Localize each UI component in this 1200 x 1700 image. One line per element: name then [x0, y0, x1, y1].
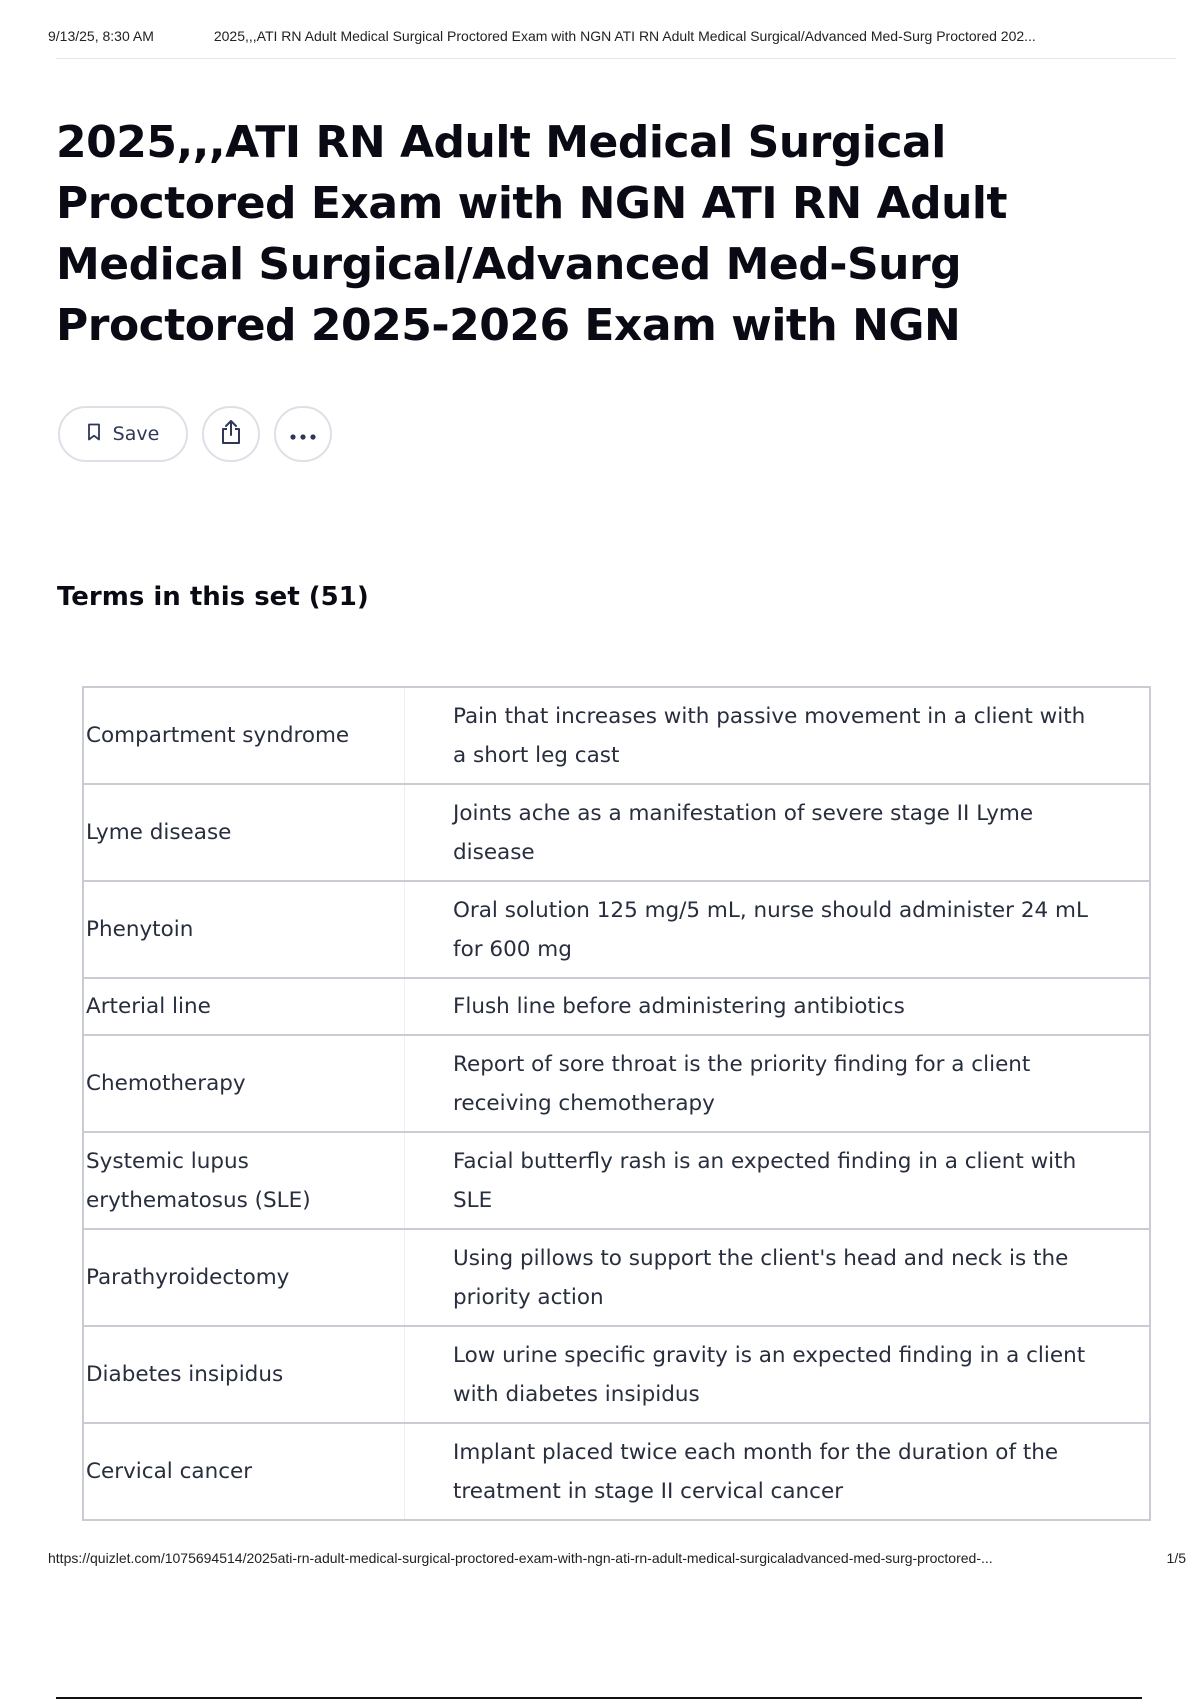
header-divider [56, 58, 1176, 59]
share-button[interactable] [202, 406, 260, 462]
save-button-label: Save [112, 423, 160, 445]
table-row [83, 784, 1150, 881]
definition-cell: Joints ache as a manifestation of severe stage II Lyme disease [405, 784, 1151, 881]
table-row [83, 1326, 1150, 1423]
term-cell: Parathyroidectomy [83, 1229, 405, 1326]
page-number: 1/5 [1166, 1550, 1186, 1566]
more-options-button[interactable] [274, 406, 332, 462]
term-cell: Chemotherapy [83, 1035, 405, 1132]
action-bar [58, 406, 332, 462]
share-icon [219, 419, 243, 450]
save-button[interactable] [58, 406, 188, 462]
definition-cell: Using pillows to support the client's head and neck is the priority action [405, 1229, 1151, 1326]
table-row [83, 1132, 1150, 1229]
table-row [83, 687, 1150, 784]
table-row [83, 881, 1150, 978]
table-row [83, 1229, 1150, 1326]
definition-cell: Facial butterfly rash is an expected finding in a client with SLE [405, 1132, 1151, 1229]
print-header [48, 28, 1176, 44]
definition-cell: Low urine specific gravity is an expected finding in a client with diabetes insipidus [405, 1326, 1151, 1423]
definition-cell: Flush line before administering antibiotics [405, 978, 1151, 1035]
table-row [83, 1423, 1150, 1520]
bottom-divider [56, 1697, 1142, 1699]
print-title: 2025,,,ATI RN Adult Medical Surgical Proctored Exam with NGN ATI RN Adult Medical Surgical/Advanced Med-Surg Proctored 202... [213, 28, 1036, 44]
term-cell: Diabetes insipidus [83, 1326, 405, 1423]
term-cell: Arterial line [83, 978, 405, 1035]
bookmark-icon [87, 423, 101, 446]
print-datetime: 9/13/25, 8:30 AM [48, 28, 154, 44]
page-title: 2025,,,ATI RN Adult Medical Surgical Proctored Exam with NGN ATI RN Adult Medical Surgical/Advanced Med-Surg Proctored 2025-2026 Exam with NGN [56, 117, 1008, 351]
term-cell: Systemic lupus erythematosus (SLE) [83, 1132, 405, 1229]
table-row [83, 1035, 1150, 1132]
print-footer [48, 1550, 1186, 1566]
definition-cell: Implant placed twice each month for the duration of the treatment in stage II cervical cancer [405, 1423, 1151, 1520]
page-url: https://quizlet.com/1075694514/2025ati-rn-adult-medical-surgical-proctored-exam-with-ngn-ati-rn-adult-medical-surgicaladvanced-med-surg-proctored-... [48, 1550, 993, 1566]
definition-cell: Pain that increases with passive movement in a client with a short leg cast [405, 687, 1151, 784]
term-cell: Cervical cancer [83, 1423, 405, 1520]
definition-cell: Oral solution 125 mg/5 mL, nurse should administer 24 mL for 600 mg [405, 881, 1151, 978]
table-row [83, 978, 1150, 1035]
terms-heading: Terms in this set (51) [57, 582, 369, 612]
definition-cell: Report of sore throat is the priority finding for a client receiving chemotherapy [405, 1035, 1151, 1132]
more-icon [290, 423, 316, 445]
terms-table [82, 686, 1151, 1521]
term-cell: Compartment syndrome [83, 687, 405, 784]
term-cell: Lyme disease [83, 784, 405, 881]
term-cell: Phenytoin [83, 881, 405, 978]
